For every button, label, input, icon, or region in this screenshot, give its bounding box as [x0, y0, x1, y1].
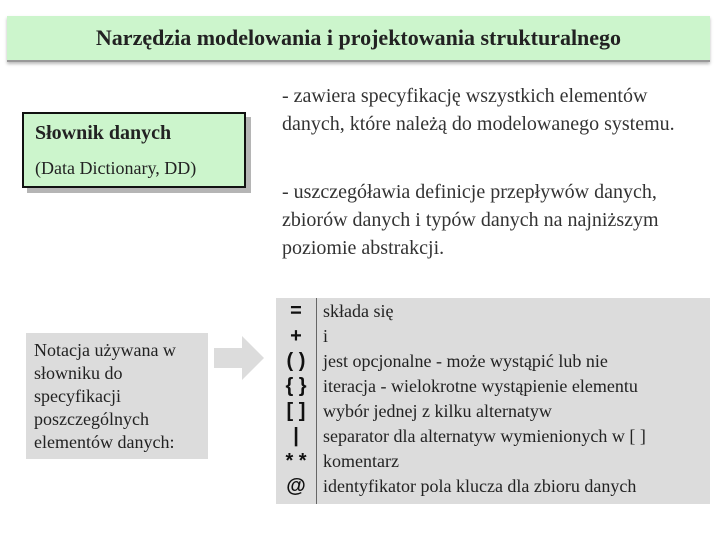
symbol-row — [276, 350, 710, 375]
symbol-row — [276, 300, 710, 325]
description-item: - zawiera specyfikację wszystkich elementów danych, które należą do modelowanego systemu. — [282, 85, 675, 135]
meaning-cell: separator dla alternatyw wymienionych w [ ] — [323, 426, 646, 446]
symbol-cell: ( ) — [286, 350, 306, 372]
notation-line: słowniku do — [34, 363, 123, 383]
symbol-cell: * * — [285, 450, 307, 472]
symbol-row — [276, 425, 710, 450]
symbol-row — [276, 450, 710, 475]
right-arrow-icon — [214, 336, 264, 380]
meaning-cell: komentarz — [323, 451, 399, 471]
symbol-row — [276, 475, 710, 500]
data-dictionary-subtitle: (Data Dictionary, DD) — [35, 158, 197, 178]
symbol-cell: [ ] — [286, 400, 306, 422]
symbol-cell: { } — [285, 375, 307, 397]
meaning-cell: identyfikator pola klucza dla zbioru danych — [323, 476, 637, 496]
notation-line: specyfikacji — [34, 386, 121, 406]
meaning-cell: i — [323, 326, 329, 346]
symbol-cell: @ — [286, 475, 306, 497]
notation-box — [26, 333, 208, 459]
data-dictionary-box — [22, 112, 246, 188]
meaning-cell: iteracja - wielokrotne wystąpienie elementu — [323, 376, 638, 396]
symbol-row — [276, 375, 710, 400]
meaning-cell: składa się — [323, 301, 394, 321]
page-title: Narzędzia modelowania i projektowania strukturalnego — [95, 25, 622, 50]
symbol-cell: + — [290, 325, 302, 347]
symbol-cell: | — [293, 425, 299, 447]
meaning-cell: jest opcjonalne - może wystąpić lub nie — [323, 351, 608, 371]
notation-line: elementów danych: — [34, 432, 175, 452]
notation-line: poszczególnych — [34, 409, 149, 429]
symbol-cell: = — [290, 300, 302, 322]
symbol-row — [276, 400, 710, 425]
title-bar — [7, 16, 710, 62]
notation-text — [34, 339, 176, 454]
meaning-cell: wybór jednej z kilku alternatyw — [323, 401, 552, 421]
data-dictionary-title: Słownik danych — [35, 122, 172, 144]
description-item: - uszczegóławia definicje przepływów danych, zbiorów danych i typów danych na najniższym poziomie abstrakcji. — [282, 181, 659, 259]
notation-line: Notacja używana w — [34, 340, 176, 360]
symbol-row — [276, 325, 710, 350]
